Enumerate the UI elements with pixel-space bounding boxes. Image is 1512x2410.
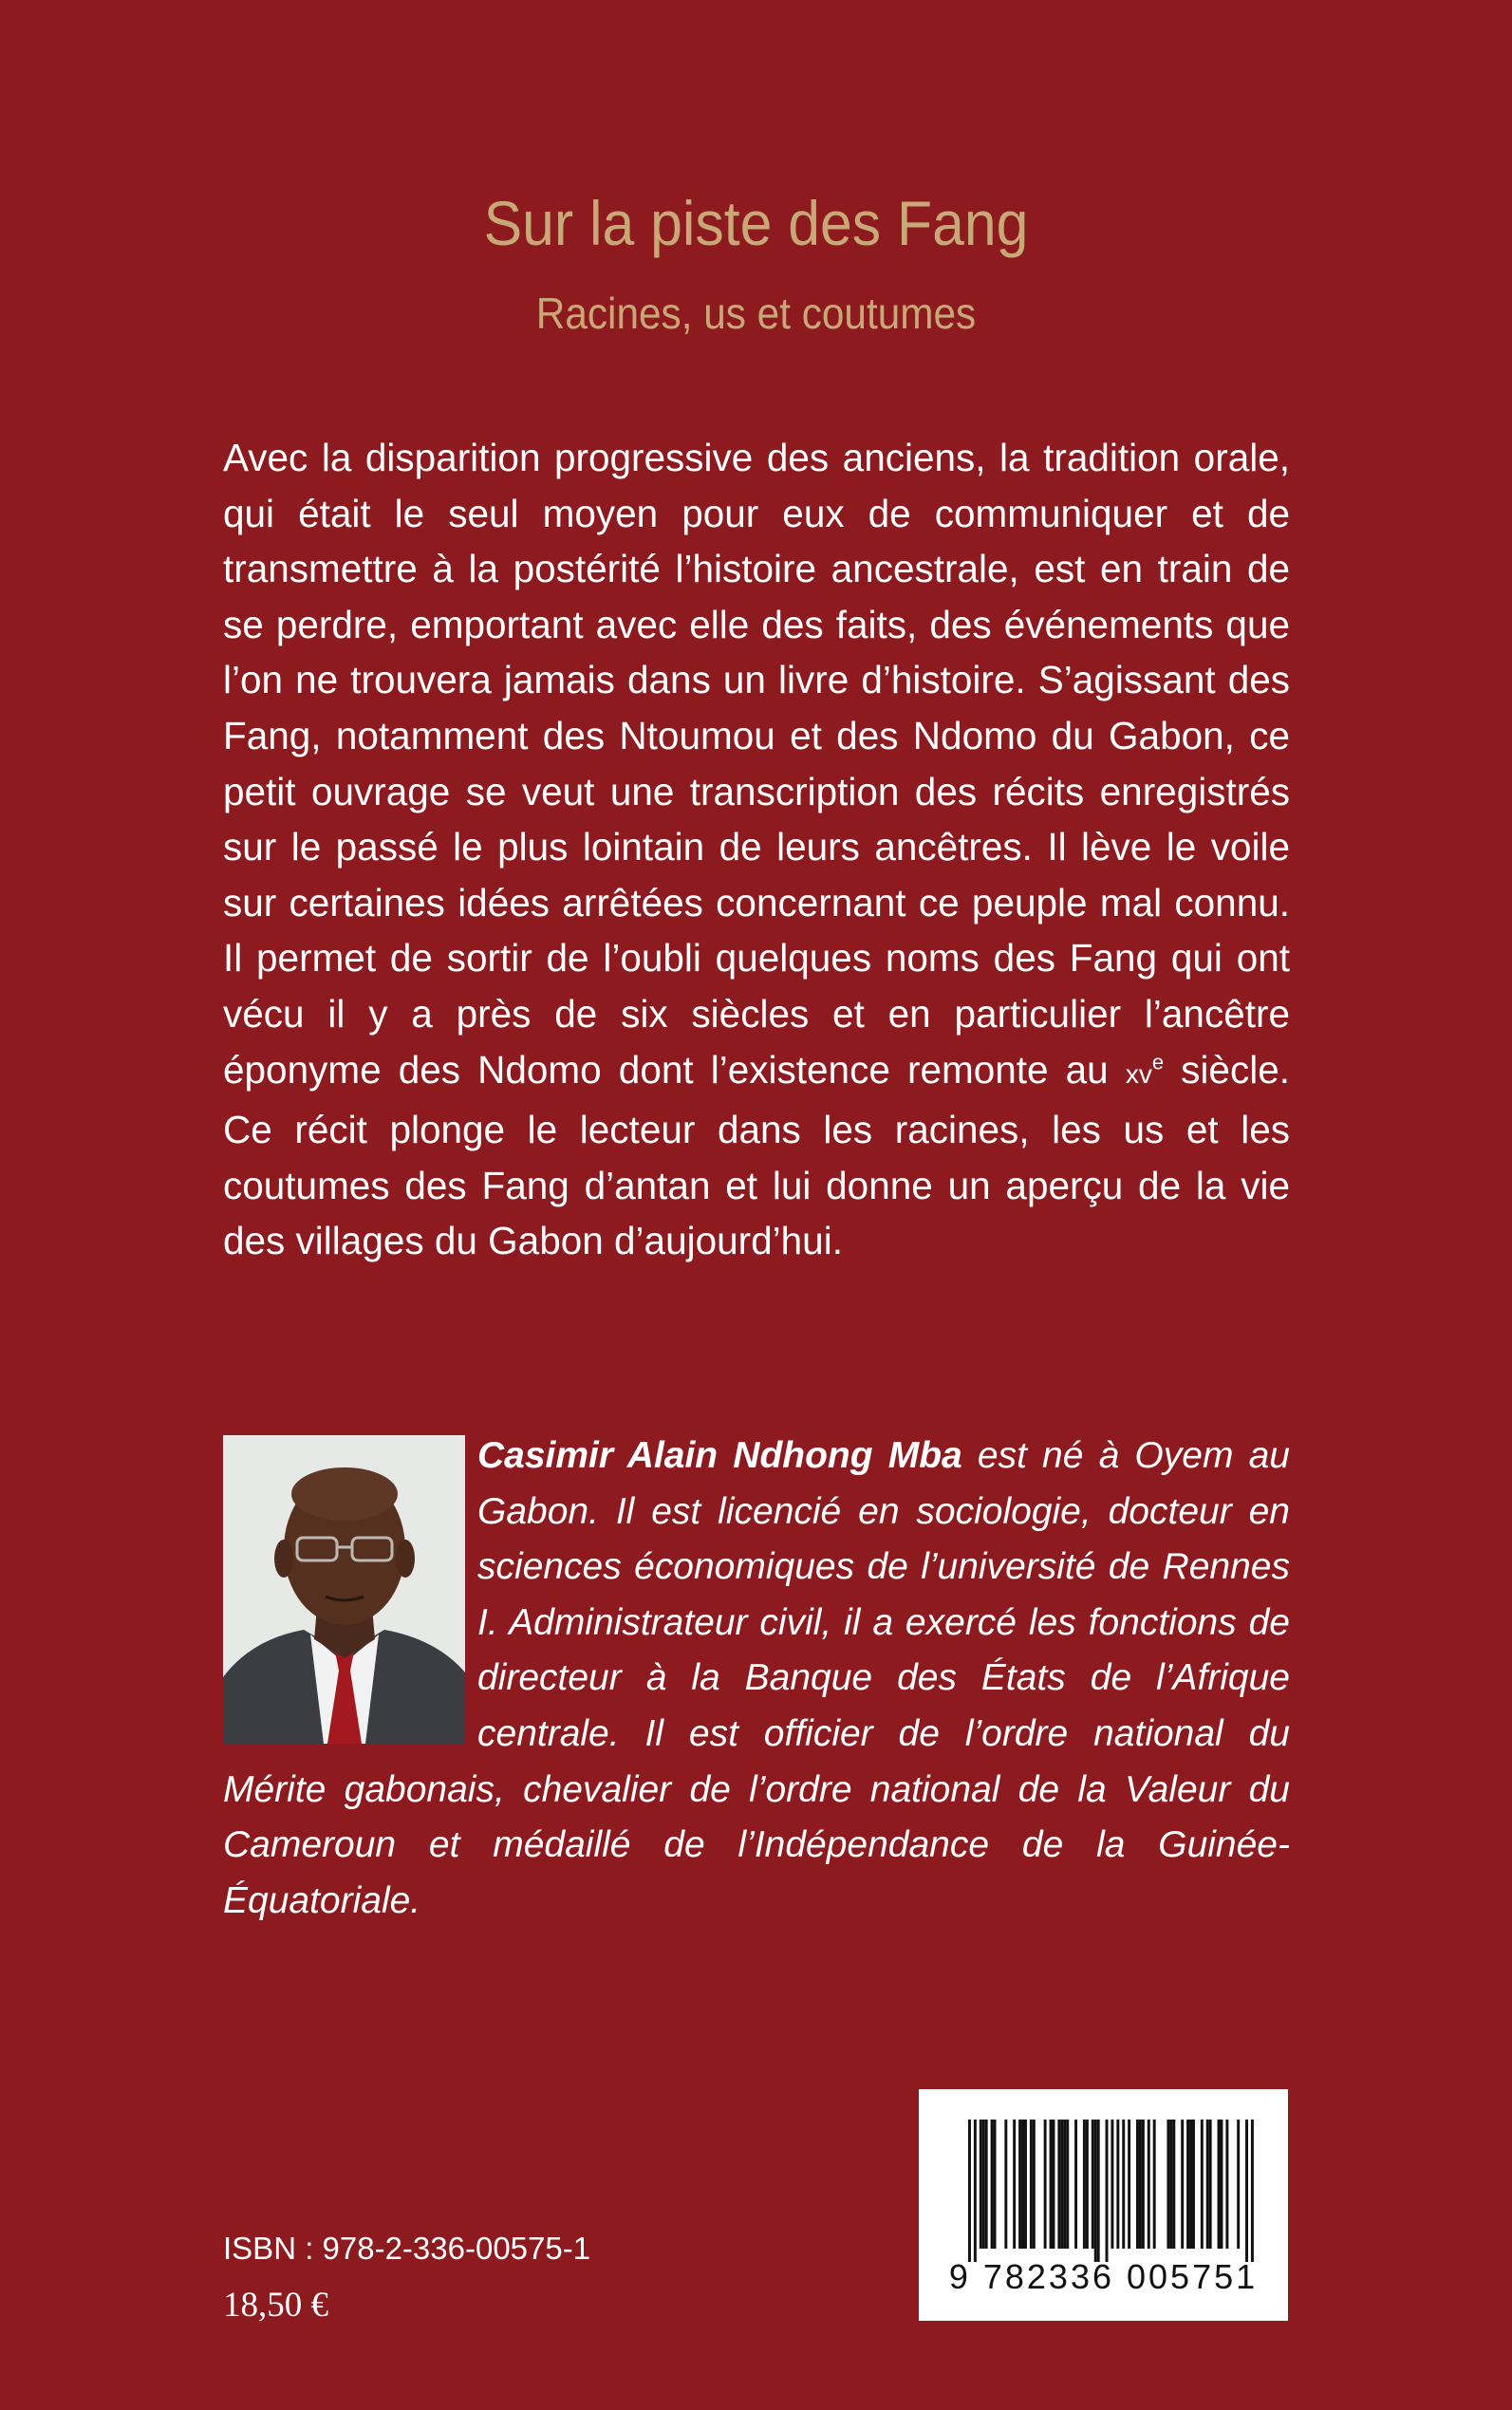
barcode-bar xyxy=(1148,2120,1150,2249)
barcode-bar xyxy=(1044,2120,1047,2249)
author-portrait-image xyxy=(223,1435,465,1744)
barcode-bar xyxy=(980,2120,982,2249)
barcode-bar xyxy=(1111,2120,1113,2249)
barcode-bar xyxy=(991,2120,994,2249)
barcode-bar xyxy=(1201,2120,1204,2249)
barcode-bar xyxy=(1181,2120,1184,2249)
barcode-bar xyxy=(1172,2120,1175,2249)
blurb-paragraph xyxy=(223,430,1290,1269)
author-name: Casimir Alain Ndhong Mba xyxy=(477,1435,962,1476)
price: 18,50 € xyxy=(223,2286,328,2325)
barcode-bar xyxy=(1060,2120,1063,2249)
barcode-bars xyxy=(919,2089,1288,2270)
barcode-bar xyxy=(1251,2120,1254,2262)
barcode-bar xyxy=(1030,2120,1033,2249)
barcode-bar xyxy=(1086,2120,1089,2249)
barcode-bar xyxy=(1021,2120,1024,2249)
barcode-bar xyxy=(1225,2120,1228,2249)
barcode-bar xyxy=(1097,2120,1100,2262)
barcode-bar xyxy=(1189,2120,1192,2249)
barcode-bar xyxy=(1136,2120,1139,2249)
author-photo xyxy=(223,1435,465,1744)
barcode-bar xyxy=(982,2120,985,2249)
barcode-bar xyxy=(1142,2120,1145,2249)
barcode-bar xyxy=(1245,2120,1248,2262)
barcode-bar xyxy=(1057,2120,1060,2249)
book-subtitle: Racines, us et coutumes xyxy=(535,289,977,338)
author-bio-text: est né à Oyem au Gabon. Il est licencié en sociologie, docteur en sciences économiques de l’université de Rennes I. Administrateur civil, il a exercé les fonctions de directeur à la Banque des États de l’Afrique centrale. Il est officier de l’ordre national du Mérite gabonais, chevalier de l’ordre national de la Valeur du Cameroun et médaillé de l’Indépendance de la Guinée-Équatoriale. xyxy=(223,1435,1290,1921)
barcode-bar xyxy=(1139,2120,1142,2249)
book-title: Sur la piste des Fang xyxy=(483,188,1029,258)
barcode-bar xyxy=(1106,2120,1109,2262)
barcode-bar xyxy=(1083,2120,1086,2249)
barcode-bar xyxy=(1221,2120,1223,2249)
barcode-bar xyxy=(1050,2120,1053,2249)
barcode-bar xyxy=(1153,2120,1156,2249)
barcode-bar xyxy=(1192,2120,1195,2249)
barcode-bar xyxy=(1128,2120,1130,2249)
barcode-bar xyxy=(1116,2120,1119,2249)
isbn: ISBN : 978-2-336-00575-1 xyxy=(223,2231,591,2266)
barcode-bar xyxy=(1122,2120,1125,2249)
barcode-bar xyxy=(968,2120,971,2262)
barcode-bar xyxy=(1024,2120,1027,2249)
barcode-bar xyxy=(1053,2120,1055,2249)
barcode-bar xyxy=(974,2120,977,2262)
barcode xyxy=(919,2089,1288,2321)
barcode-bar xyxy=(1018,2120,1021,2249)
barcode-bar xyxy=(1167,2120,1169,2249)
barcode-bar xyxy=(1074,2120,1077,2249)
barcode-bar xyxy=(1066,2120,1069,2249)
barcode-bar xyxy=(1094,2120,1097,2262)
barcode-bar xyxy=(1218,2120,1221,2249)
blurb-text-part1: Avec la disparition progressive des anciens, la tradition orale, qui était le seul moyen pour eux de communiquer et de transmettre à la postérité l’histoire ancestrale, est en train de se perdre, emportant avec elle des faits, des événements que l’on ne trouvera jamais dans un livre d’histoire. S’agissant des Fang, notamment des Ntoumou et des Ndomo du Gabon, ce petit ouvrage se veut une transcription des récits enregistrés sur le passé le plus lointain de leurs ancêtres. Il lève le voile sur certaines idées arrêtées concernant ce peuple mal connu. Il permet de sortir de l’oubli quelques noms des Fang qui ont vécu il y a près de six siècles et en particulier l’ancêtre éponyme des Ndomo dont l’existence remonte au xyxy=(223,436,1290,1092)
barcode-bar xyxy=(1206,2120,1209,2249)
blurb-text-part2: siècle. Ce récit plonge le lecteur dans les racines, les us et les coutumes des Fang d’antan et lui donne un aperçu de la vie des villages du Gabon d’aujourd’hui. xyxy=(223,1047,1290,1263)
barcode-bar xyxy=(1004,2120,1007,2249)
barcode-bar xyxy=(1063,2120,1066,2249)
barcode-bar xyxy=(1169,2120,1172,2249)
barcode-digits: 9 782336 005751 xyxy=(948,2257,1259,2296)
barcode-bar xyxy=(1013,2120,1016,2249)
barcode-bar xyxy=(1237,2120,1240,2249)
barcode-bar xyxy=(1092,2120,1094,2249)
barcode-bar xyxy=(1209,2120,1212,2249)
barcode-bar xyxy=(985,2120,988,2249)
barcode-bar xyxy=(1033,2120,1036,2249)
blurb-century: xv xyxy=(1125,1058,1152,1089)
barcode-bar xyxy=(994,2120,997,2249)
barcode-bar xyxy=(1186,2120,1189,2249)
blurb-century-suffix: e xyxy=(1151,1050,1165,1074)
